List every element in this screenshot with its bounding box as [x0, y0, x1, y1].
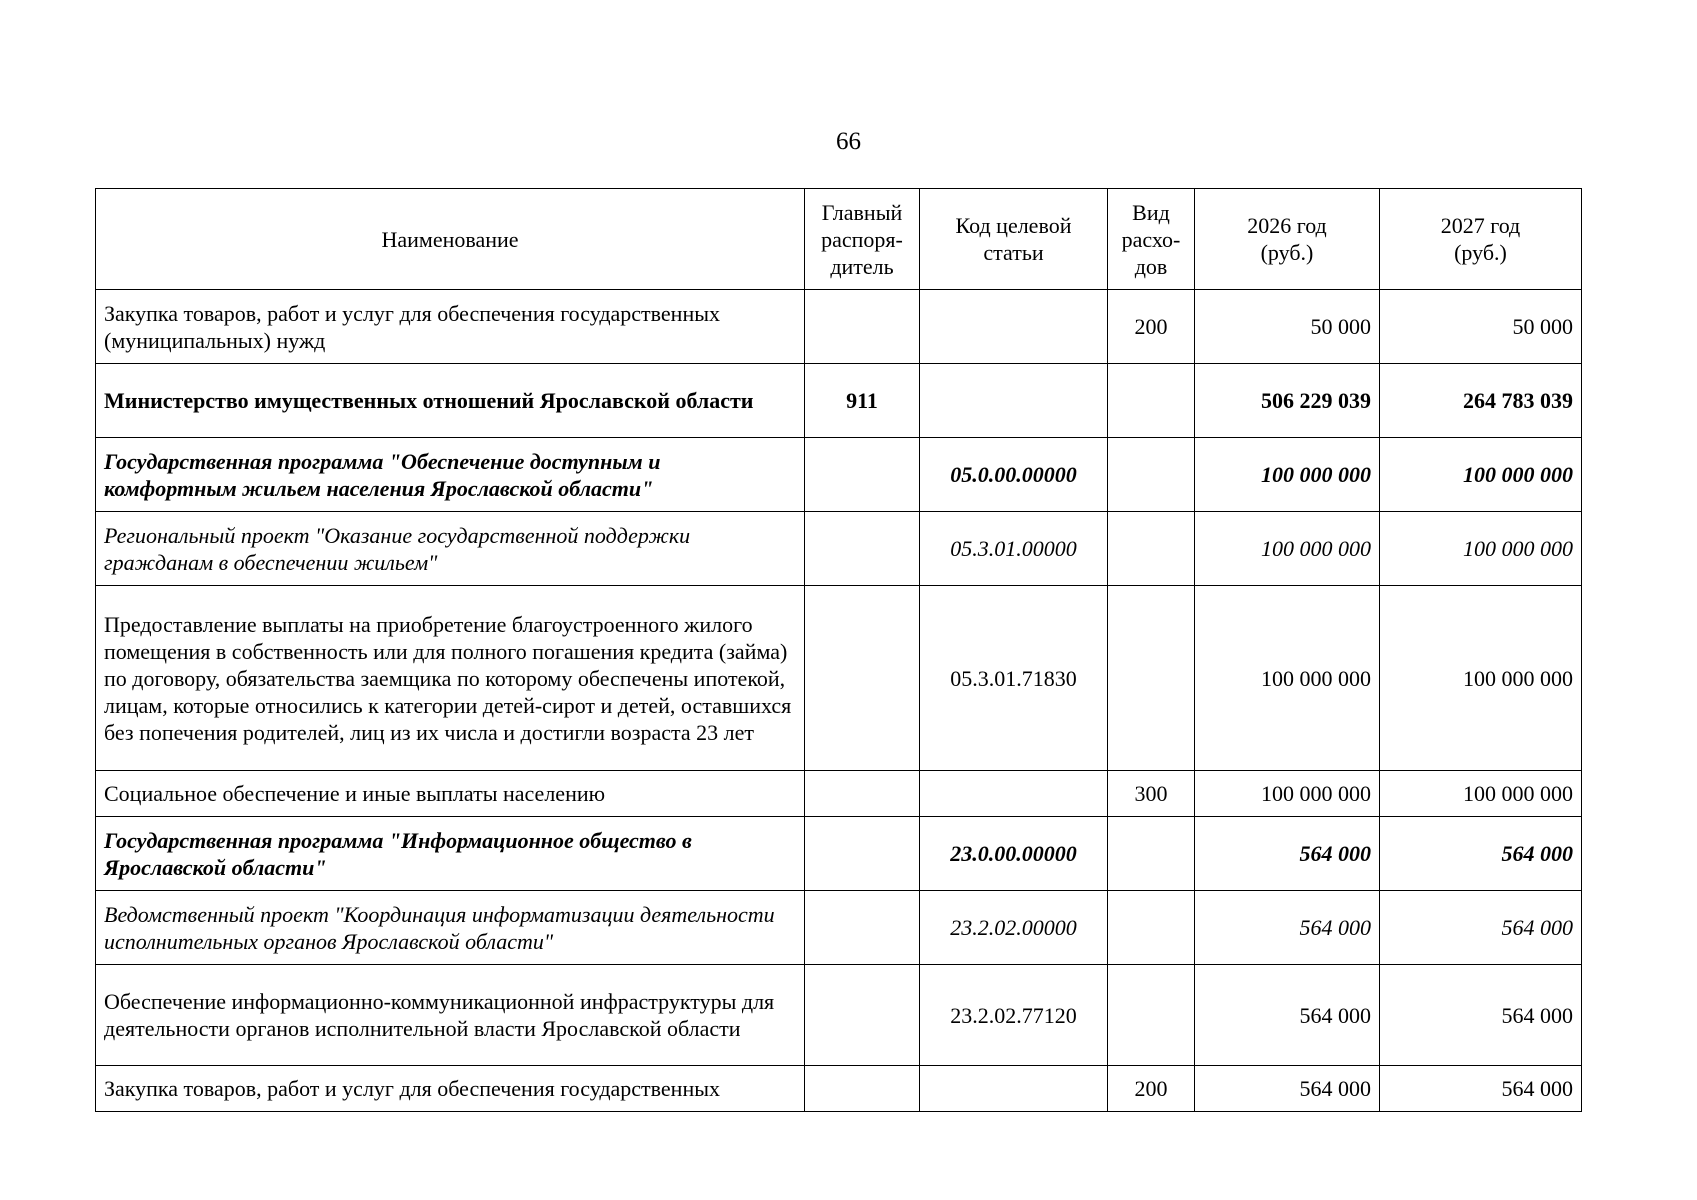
header-2027: 2027 год (руб.) — [1380, 189, 1582, 290]
row-code-cell: 23.2.02.00000 — [920, 891, 1108, 965]
table-row — [96, 290, 1582, 364]
row-code-cell — [920, 1066, 1108, 1112]
table-row — [96, 364, 1582, 438]
row-code-cell: 05.3.01.71830 — [920, 586, 1108, 771]
row-2026-cell: 564 000 — [1195, 817, 1380, 891]
row-vid-cell — [1108, 891, 1195, 965]
row-2027-cell: 564 000 — [1380, 965, 1582, 1066]
row-vid-cell — [1108, 586, 1195, 771]
row-vid-cell — [1108, 364, 1195, 438]
row-2027-cell: 100 000 000 — [1380, 512, 1582, 586]
row-code-cell — [920, 364, 1108, 438]
row-admin-cell — [805, 965, 920, 1066]
row-2027-cell: 100 000 000 — [1380, 771, 1582, 817]
table-row — [96, 817, 1582, 891]
row-admin-cell — [805, 1066, 920, 1112]
row-vid-cell — [1108, 965, 1195, 1066]
row-code-cell — [920, 290, 1108, 364]
budget-table — [95, 188, 1582, 1112]
table-row — [96, 438, 1582, 512]
row-vid-cell: 300 — [1108, 771, 1195, 817]
row-2027-cell: 100 000 000 — [1380, 438, 1582, 512]
table-row — [96, 891, 1582, 965]
row-name-cell: Региональный проект "Оказание государственной поддержки гражданам в обеспечении жильем" — [96, 512, 805, 586]
table-row — [96, 512, 1582, 586]
row-admin-cell — [805, 771, 920, 817]
row-code-cell: 23.2.02.77120 — [920, 965, 1108, 1066]
row-name-cell: Государственная программа "Информационное общество в Ярославской области" — [96, 817, 805, 891]
header-code: Код целевой статьи — [920, 189, 1108, 290]
row-2026-cell: 100 000 000 — [1195, 512, 1380, 586]
row-vid-cell — [1108, 817, 1195, 891]
row-2026-cell: 100 000 000 — [1195, 771, 1380, 817]
row-vid-cell — [1108, 438, 1195, 512]
row-name-cell: Министерство имущественных отношений Ярославской области — [96, 364, 805, 438]
row-2027-cell: 564 000 — [1380, 1066, 1582, 1112]
header-name: Наименование — [96, 189, 805, 290]
table-row — [96, 1066, 1582, 1112]
row-2027-cell: 564 000 — [1380, 817, 1582, 891]
row-vid-cell — [1108, 512, 1195, 586]
row-2027-cell: 564 000 — [1380, 891, 1582, 965]
row-2026-cell: 50 000 — [1195, 290, 1380, 364]
row-code-cell: 23.0.00.00000 — [920, 817, 1108, 891]
row-admin-cell — [805, 512, 920, 586]
table-body — [96, 290, 1582, 1112]
row-admin-cell — [805, 586, 920, 771]
row-name-cell: Обеспечение информационно-коммуникационной инфраструктуры для деятельности органов исполнительной власти Ярославской области — [96, 965, 805, 1066]
row-vid-cell: 200 — [1108, 290, 1195, 364]
row-2027-cell: 100 000 000 — [1380, 586, 1582, 771]
row-2026-cell: 100 000 000 — [1195, 438, 1380, 512]
row-2026-cell: 564 000 — [1195, 891, 1380, 965]
row-admin-cell — [805, 817, 920, 891]
row-vid-cell: 200 — [1108, 1066, 1195, 1112]
row-admin-cell — [805, 438, 920, 512]
table-row — [96, 586, 1582, 771]
table-row — [96, 771, 1582, 817]
row-admin-cell — [805, 891, 920, 965]
row-2026-cell: 564 000 — [1195, 1066, 1380, 1112]
table-header-row — [96, 189, 1582, 290]
header-2026: 2026 год (руб.) — [1195, 189, 1380, 290]
row-name-cell: Ведомственный проект "Координация информатизации деятельности исполнительных органов Ярославской области" — [96, 891, 805, 965]
header-vid: Вид расхо-дов — [1108, 189, 1195, 290]
row-name-cell: Государственная программа "Обеспечение доступным и комфортным жильем населения Ярославской области" — [96, 438, 805, 512]
row-2027-cell: 50 000 — [1380, 290, 1582, 364]
row-name-cell: Предоставление выплаты на приобретение благоустроенного жилого помещения в собственность или для полного погашения кредита (займа) по договору, обязательства заемщика по которому обеспечены ипотекой, лицам, которые относились к категории детей-сирот и детей, оставшихся без попечения родителей, лиц из их числа и достигли возраста 23 лет — [96, 586, 805, 771]
table-row — [96, 965, 1582, 1066]
row-2026-cell: 564 000 — [1195, 965, 1380, 1066]
row-2026-cell: 100 000 000 — [1195, 586, 1380, 771]
row-admin-cell: 911 — [805, 364, 920, 438]
row-2027-cell: 264 783 039 — [1380, 364, 1582, 438]
row-code-cell — [920, 771, 1108, 817]
header-admin: Главный распоря-дитель — [805, 189, 920, 290]
row-2026-cell: 506 229 039 — [1195, 364, 1380, 438]
row-code-cell: 05.3.01.00000 — [920, 512, 1108, 586]
row-admin-cell — [805, 290, 920, 364]
page-number: 66 — [836, 128, 861, 155]
row-name-cell: Закупка товаров, работ и услуг для обеспечения государственных — [96, 1066, 805, 1112]
row-name-cell: Закупка товаров, работ и услуг для обеспечения государственных (муниципальных) нужд — [96, 290, 805, 364]
row-code-cell: 05.0.00.00000 — [920, 438, 1108, 512]
row-name-cell: Социальное обеспечение и иные выплаты населению — [96, 771, 805, 817]
